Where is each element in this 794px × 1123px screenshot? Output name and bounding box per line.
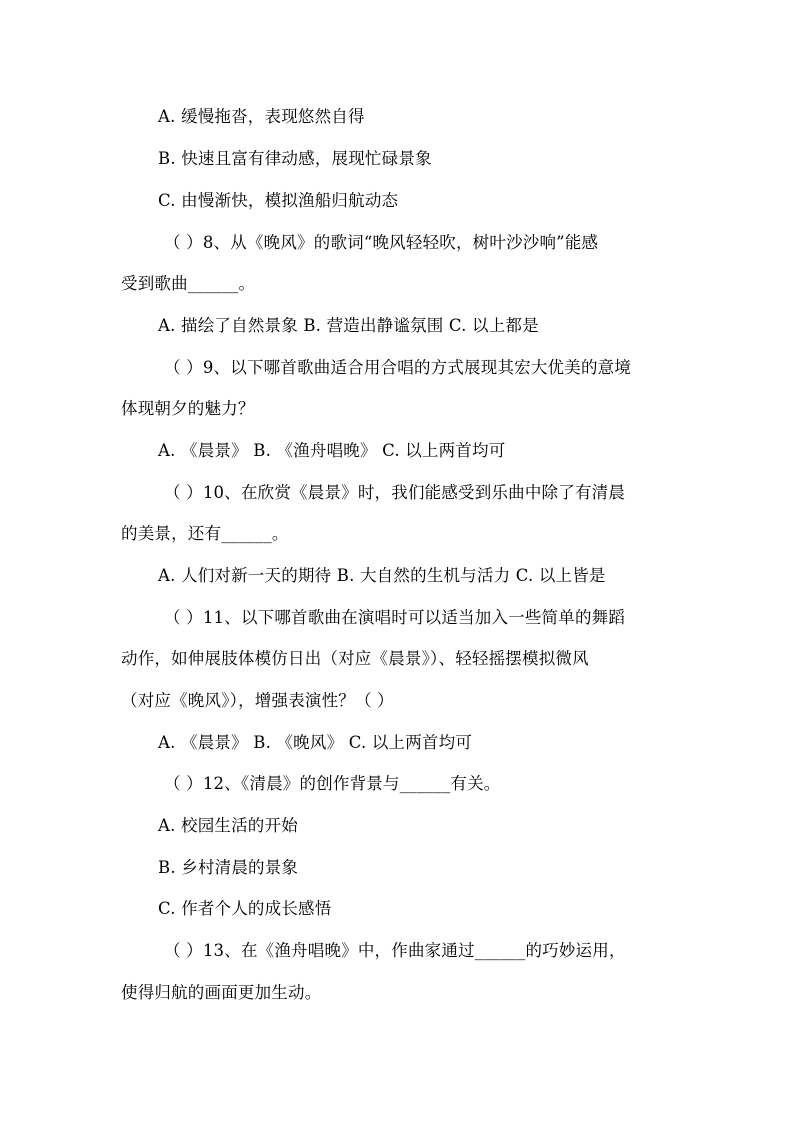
q10-options: A. 人们对新一天的期待 B. 大自然的生机与活力 C. 以上皆是 bbox=[158, 566, 606, 585]
q8-options: A. 描绘了自然景象 B. 营造出静谧氛围 C. 以上都是 bbox=[158, 316, 539, 335]
q12-option-b: B. 乡村清晨的景象 bbox=[158, 858, 299, 877]
q9-stem-line2: 体现朝夕的魅力？ bbox=[121, 399, 255, 418]
q8-stem-line1: （ ）8、从《晚风》的歌词“晚风轻轻吹，树叶沙沙响”能感 bbox=[164, 233, 599, 252]
q12-option-a: A. 校园生活的开始 bbox=[158, 816, 298, 835]
q7-option-b: B. 快速且富有律动感，展现忙碌景象 bbox=[158, 149, 432, 168]
q10-stem-line2: 的美景，还有______。 bbox=[121, 524, 289, 543]
q9-stem-line1: （ ）9、以下哪首歌曲适合用合唱的方式展现其宏大优美的意境 bbox=[164, 358, 632, 377]
q13-stem-line2: 使得归航的画面更加生动。 bbox=[121, 983, 322, 1002]
q9-options: A. 《晨景》 B. 《渔舟唱晚》 C. 以上两首均可 bbox=[158, 441, 506, 460]
q12-option-c: C. 作者个人的成长感悟 bbox=[158, 899, 332, 918]
q11-stem-line3: （对应《晚风》），增强表演性？（ ） bbox=[121, 691, 394, 710]
q11-stem-line1: （ ）11、以下哪首歌曲在演唱时可以适当加入一些简单的舞蹈 bbox=[164, 608, 626, 627]
q7-option-a: A. 缓慢拖沓，表现悠然自得 bbox=[158, 107, 365, 126]
q11-stem-line2: 动作，如伸展肢体模仿日出（对应《晨景》）、轻轻摇摆模拟微风 bbox=[121, 649, 589, 668]
q13-stem-line1: （ ）13、在《渔舟唱晚》中，作曲家通过______的巧妙运用， bbox=[164, 941, 626, 960]
q8-stem-line2: 受到歌曲______。 bbox=[121, 274, 256, 293]
q7-option-c: C. 由慢渐快，模拟渔船归航动态 bbox=[158, 191, 399, 210]
q11-options: A. 《晨景》 B. 《晚风》 C. 以上两首均可 bbox=[158, 733, 473, 752]
q10-stem-line1: （ ）10、在欣赏《晨景》时，我们能感受到乐曲中除了有清晨 bbox=[164, 483, 626, 502]
q12-stem-line1: （ ）12、《清晨》的创作背景与______有关。 bbox=[164, 774, 501, 793]
